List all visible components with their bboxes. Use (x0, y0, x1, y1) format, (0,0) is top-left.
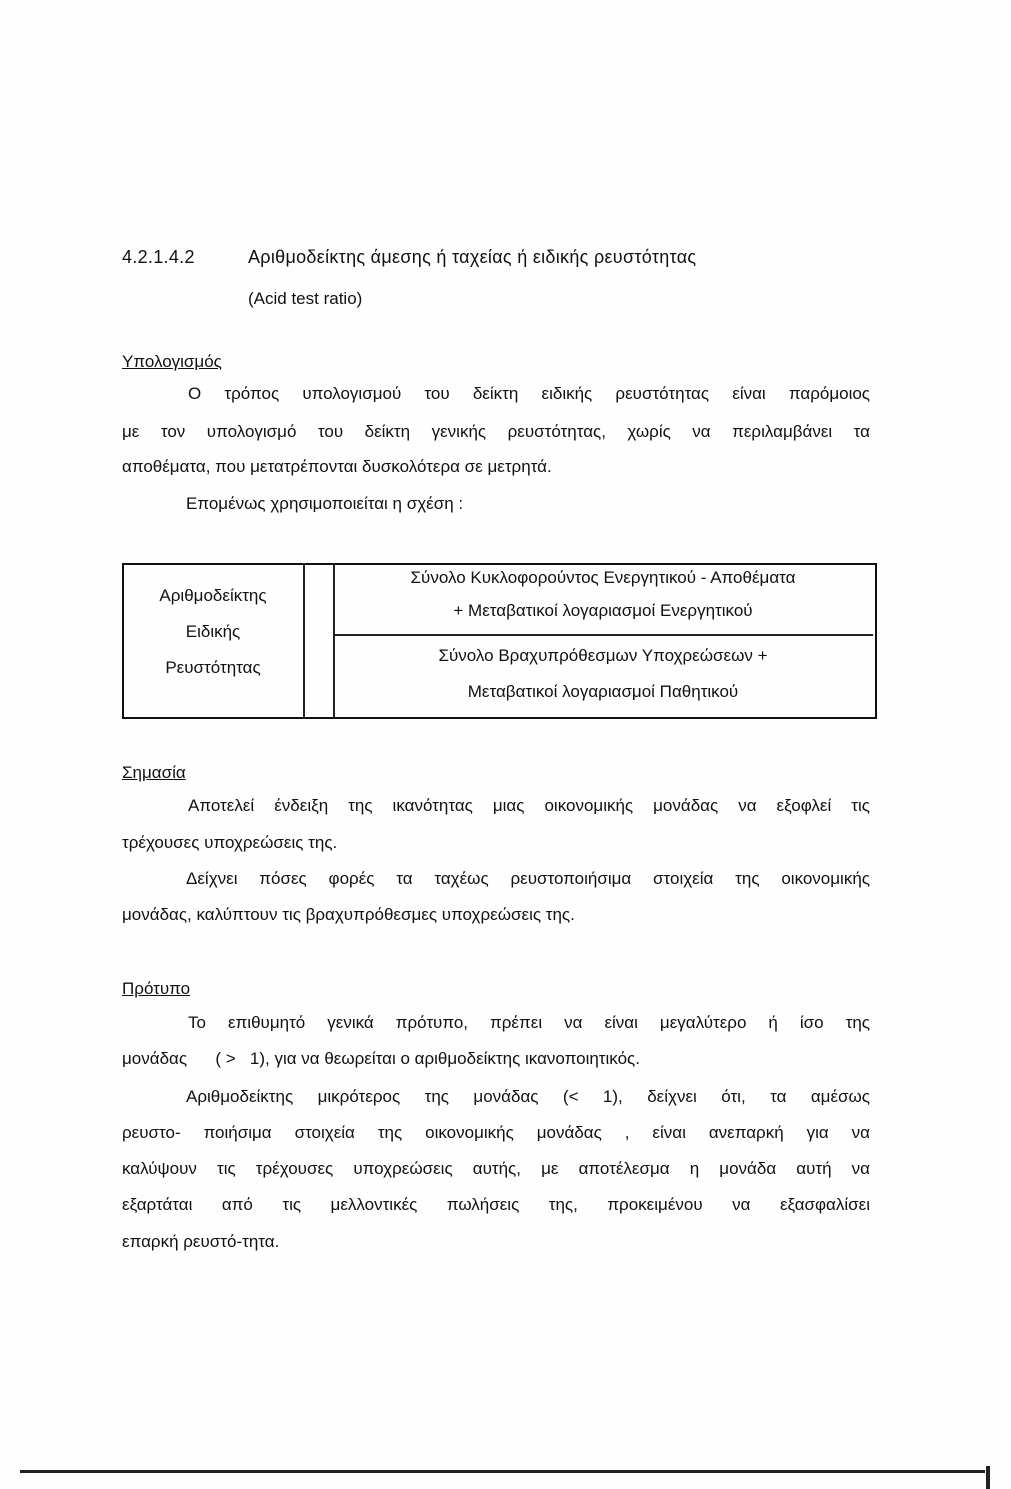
significance-line: Δείχνει πόσες φορές τα ταχέως ρευστοποιήσιμα στοιχεία της οικονομικής (186, 869, 870, 888)
section-subtitle: (Acid test ratio) (248, 289, 363, 308)
formula-denominator: Σύνολο Βραχυπρόθεσμων Υποχρεώσεων + (438, 646, 768, 665)
formula-intro: Επομένως χρησιμοποιείται η σχέση : (186, 494, 464, 513)
calculation-line: αποθέματα, που μετατρέπονται δυσκολότερα σε μετρητά. (122, 457, 552, 476)
formula-label: Αριθμοδείκτης (159, 586, 267, 605)
page-edge-mark (986, 1466, 990, 1489)
section-title: Αριθμοδείκτης άμεσης ή ταχείας ή ειδικής ρευστότητας (248, 247, 697, 267)
standard-line: καλύψουν τις τρέχουσες υποχρεώσεις αυτής, με αποτέλεσμα η μονάδα αυτή να (122, 1159, 870, 1178)
formula-label: Ειδικής (185, 622, 241, 641)
formula-numerator: + Μεταβατικοί λογαριασμοί Ενεργητικού (453, 601, 753, 620)
calculation-heading: Υπολογισμός (122, 352, 222, 371)
formula-divider (333, 563, 335, 718)
fraction-bar (335, 634, 873, 636)
standard-line: επαρκή ρευστό-τητα. (122, 1232, 280, 1251)
section-number: 4.2.1.4.2 (122, 247, 195, 267)
significance-line: μονάδας, καλύπτουν τις βραχυπρόθεσμες υποχρεώσεις της. (122, 905, 575, 924)
standard-line: μονάδας ( > 1), για να θεωρείται ο αριθμοδείκτης ικανοποιητικός. (122, 1049, 640, 1068)
standard-line: εξαρτάται από τις μελλοντικές πωλήσεις της, προκειμένου να εξασφαλίσει (122, 1195, 870, 1214)
standard-heading: Πρότυπο (122, 979, 191, 998)
standard-line: Αριθμοδείκτης μικρότερος της μονάδας (< 1), δείχνει ότι, τα αμέσως (186, 1087, 870, 1106)
formula-denominator: Μεταβατικοί λογαριασμοί Παθητικού (467, 682, 739, 701)
calculation-line: Ο τρόπος υπολογισμού του δείκτη ειδικής ρευστότητας είναι παρόμοιος (188, 384, 870, 403)
significance-line: τρέχουσες υποχρεώσεις της. (122, 833, 338, 852)
formula-numerator: Σύνολο Κυκλοφορούντος Ενεργητικού - Αποθέματα (410, 568, 796, 587)
standard-line: Το επιθυμητό γενικά πρότυπο, πρέπει να είναι μεγαλύτερο ή ίσο της (188, 1013, 870, 1032)
calculation-line: με τον υπολογισμό του δείκτη γενικής ρευστότητας, χωρίς να περιλαμβάνει τα (122, 422, 870, 441)
significance-line: Αποτελεί ένδειξη της ικανότητας μιας οικονομικής μονάδας να εξοφλεί τις (188, 796, 870, 815)
formula-divider (303, 563, 305, 718)
formula-label: Ρευστότητας (165, 658, 261, 677)
standard-line: ρευστο- ποιήσιμα στοιχεία της οικονομικής μονάδας , είναι ανεπαρκή για να (122, 1123, 870, 1142)
page-bottom-rule (20, 1470, 985, 1473)
significance-heading: Σημασία (122, 763, 186, 782)
